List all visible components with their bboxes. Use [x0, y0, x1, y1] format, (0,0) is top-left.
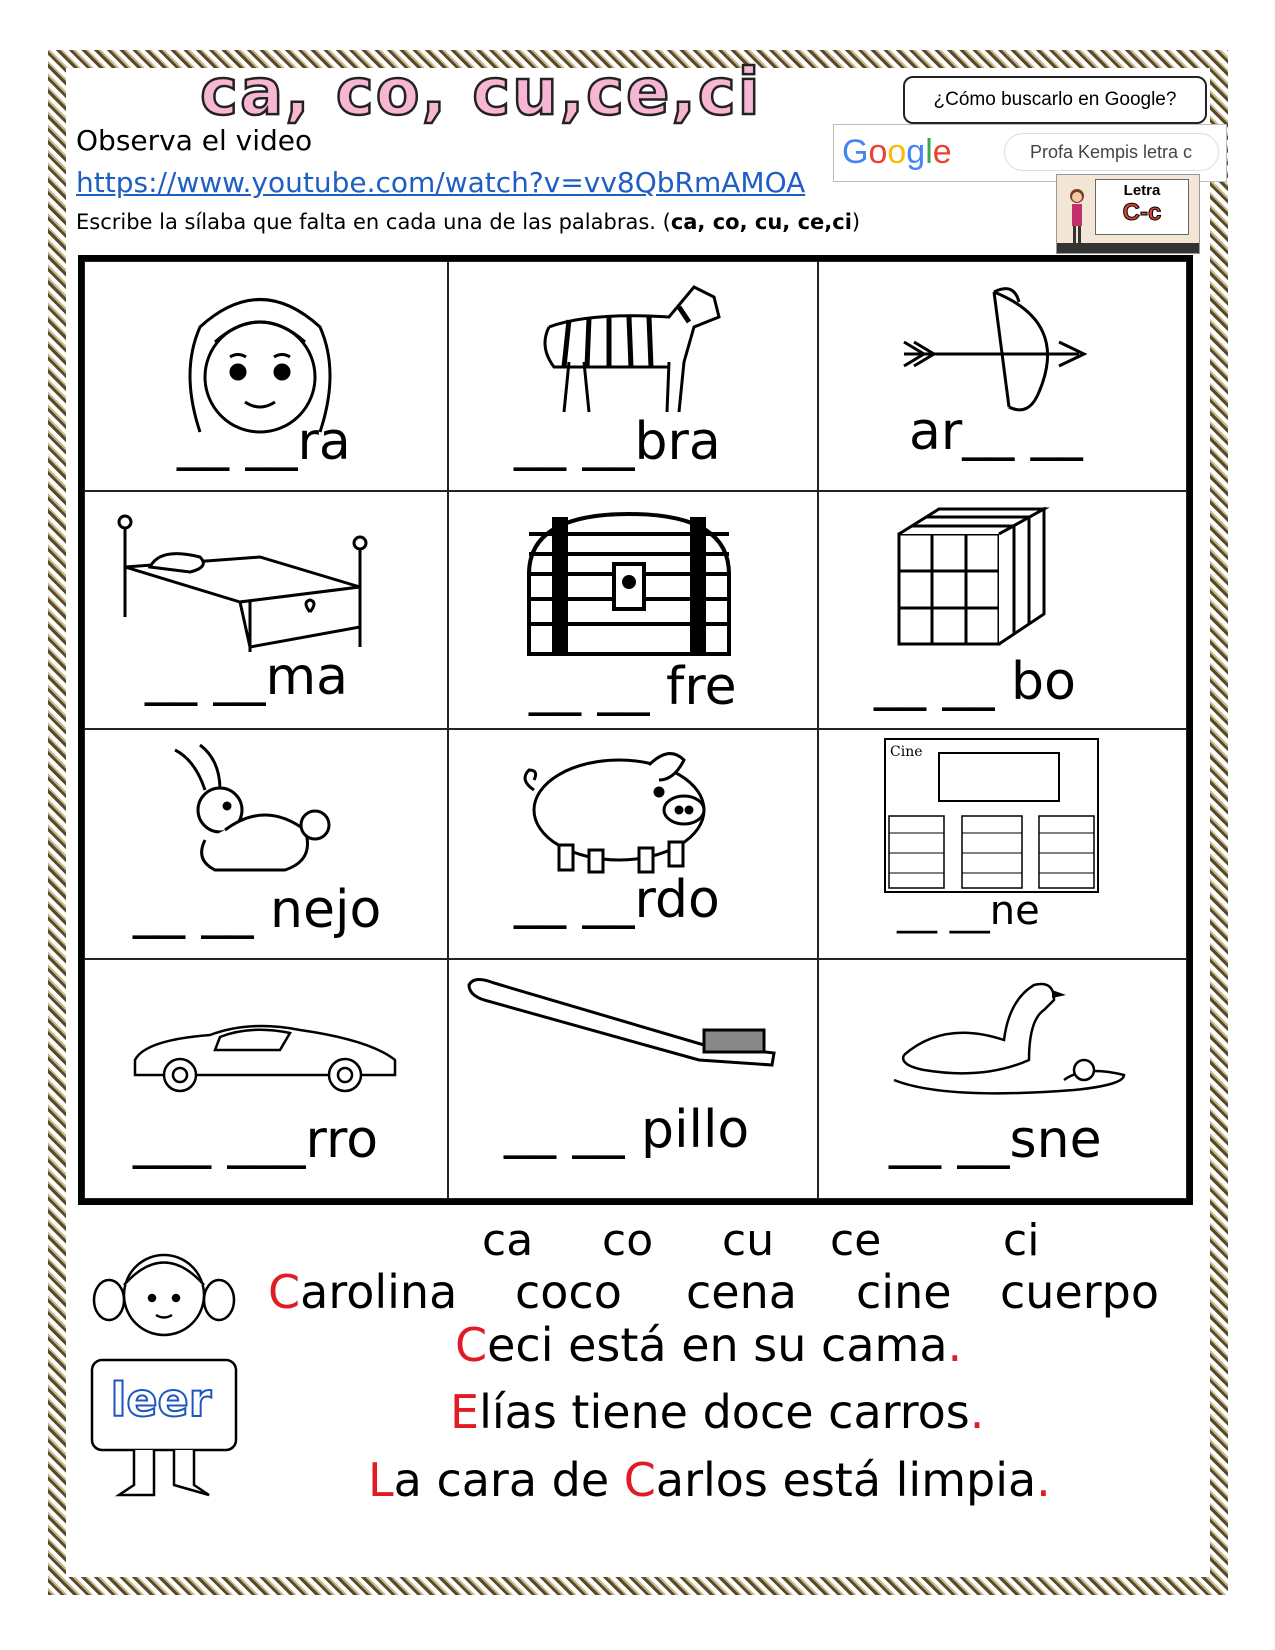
- thumbnail-line2: C-c: [1122, 199, 1162, 226]
- logo-letter: o: [868, 133, 888, 171]
- syllable-cu: cu: [722, 1215, 775, 1266]
- syllable-ci: ci: [1003, 1215, 1040, 1266]
- exercise-word: __ __ bo: [874, 652, 1076, 712]
- initial-letter: L: [368, 1453, 394, 1507]
- sentence-period: .: [947, 1318, 963, 1372]
- word-rest: cuerpo: [1000, 1265, 1160, 1319]
- syllable-co: co: [602, 1215, 654, 1266]
- syllable-ca: ca: [482, 1215, 534, 1266]
- exercise-word: __ __rdo: [514, 870, 720, 930]
- video-link[interactable]: https://www.youtube.com/watch?v=vv8QbRmAMOA: [76, 166, 806, 199]
- bed-icon: [110, 507, 380, 657]
- video-thumbnail[interactable]: [1056, 174, 1200, 254]
- page-title: ca, co, cu,ce,ci: [200, 56, 762, 130]
- exercise-cell: [84, 261, 448, 491]
- thumbnail-line1: Letra: [1123, 182, 1161, 199]
- syllable-ce: ce: [830, 1215, 882, 1266]
- exercise-cell: [448, 729, 818, 959]
- exercise-cell: [84, 959, 448, 1199]
- exercise-cell: [818, 729, 1187, 959]
- sentence-text: eci está en su cama: [487, 1318, 948, 1372]
- sentence-period: .: [969, 1385, 985, 1439]
- sentence-text: arlos está limpia: [655, 1453, 1037, 1507]
- instruction-text: Escribe la sílaba que falta en cada una de las palabras. (: [76, 210, 671, 234]
- exercise-cell: [818, 959, 1187, 1199]
- exercise-cell: [448, 491, 818, 729]
- teacher-figure-icon: [1067, 187, 1087, 245]
- exercise-word: __ __ma: [145, 647, 349, 707]
- zebra-icon: [529, 272, 729, 422]
- word-rest: cena: [686, 1265, 797, 1319]
- cinema-sign: Cine: [890, 744, 923, 760]
- read-label: leer: [110, 1373, 212, 1427]
- word-rest: arolina: [300, 1265, 458, 1319]
- exercise-word: __ __bra: [514, 412, 721, 472]
- cinema-icon: [884, 738, 1099, 893]
- treasure-chest-icon: [519, 504, 739, 659]
- thumbnail-title: [1095, 179, 1189, 235]
- rabbit-icon: [155, 740, 335, 880]
- word-rest: cine: [856, 1265, 952, 1319]
- logo-letter: o: [887, 133, 907, 171]
- exercise-cell: [818, 491, 1187, 729]
- cube-icon: [894, 504, 1054, 654]
- bow-arrow-icon: [899, 282, 1089, 422]
- sentence: [455, 1318, 962, 1372]
- exercise-word: __ __ra: [177, 412, 351, 472]
- exercise-cell: [84, 729, 448, 959]
- example-word: [856, 1265, 952, 1319]
- exercise-word: __ __ pillo: [504, 1100, 750, 1160]
- logo-letter: l: [925, 133, 933, 171]
- exercise-word: __ __ nejo: [133, 880, 382, 940]
- logo-letter: g: [906, 133, 926, 171]
- swan-icon: [884, 970, 1134, 1110]
- exercise-grid: [78, 255, 1193, 1205]
- logo-letter: e: [932, 133, 952, 171]
- instruction-close: ): [851, 210, 861, 234]
- exercise-word: __ __ne: [897, 888, 1040, 934]
- exercise-cell: [448, 959, 818, 1199]
- initial-letter: C: [268, 1265, 301, 1319]
- initial-letter: C: [623, 1453, 656, 1507]
- exercise-cell: [84, 491, 448, 729]
- video-progress-bar: [1057, 243, 1199, 253]
- exercise-word: ar__ __: [909, 402, 1083, 462]
- pig-icon: [509, 740, 739, 880]
- initial-letter: C: [455, 1318, 488, 1372]
- example-word: [1000, 1265, 1159, 1319]
- example-word: [268, 1265, 457, 1319]
- instructions: [76, 210, 860, 234]
- exercise-word: ___ ___rro: [133, 1110, 379, 1170]
- logo-letter: G: [842, 133, 869, 171]
- toothbrush-icon: [464, 975, 784, 1075]
- sentence-text: lías tiene doce carros: [479, 1385, 970, 1439]
- exercise-cell: [818, 261, 1187, 491]
- google-hint-bubble: ¿Cómo buscarlo en Google?: [903, 76, 1207, 124]
- car-icon: [130, 1015, 400, 1095]
- sentence-period: .: [1036, 1453, 1051, 1507]
- example-word: [686, 1265, 797, 1319]
- exercise-word: __ __sne: [889, 1110, 1102, 1170]
- word-rest: coco: [515, 1265, 622, 1319]
- exercise-word: __ __ fre: [529, 657, 737, 717]
- google-logo: [842, 133, 952, 172]
- sentence-text: a cara de: [393, 1453, 624, 1507]
- observe-label: Observa el video: [76, 124, 313, 157]
- sentence: [368, 1453, 1051, 1507]
- instruction-syllables: ca, co, cu, ce,ci: [670, 210, 852, 234]
- sentence: [450, 1385, 984, 1439]
- example-word: [515, 1265, 622, 1319]
- google-search-field: Profa Kempis letra c: [1004, 133, 1219, 171]
- exercise-cell: [448, 261, 818, 491]
- initial-letter: E: [450, 1385, 480, 1439]
